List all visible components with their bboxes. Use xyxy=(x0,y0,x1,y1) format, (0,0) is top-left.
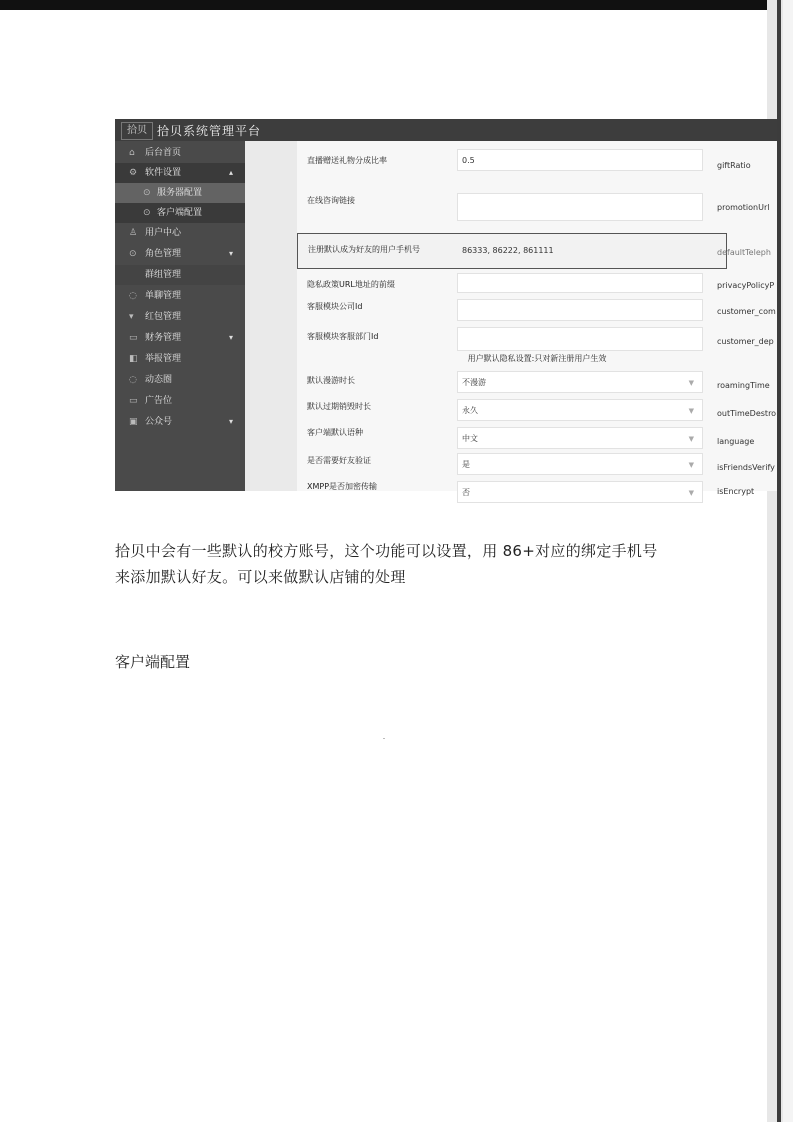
sidebar-item-label: 红包管理 xyxy=(145,312,182,322)
client-icon: ⊙ xyxy=(143,208,151,218)
setting-label: 默认漫游时长 xyxy=(307,376,355,385)
sidebar-item-label: 服务器配置 xyxy=(157,188,203,198)
promotion-url-input[interactable] xyxy=(457,193,703,221)
official-account-icon: ▣ xyxy=(129,417,138,427)
setting-key: isFriendsVerify xyxy=(717,463,775,472)
chevron-down-icon: ▼ xyxy=(688,407,694,415)
moments-icon: ◌ xyxy=(129,375,137,385)
sidebar-item-red-packets[interactable] xyxy=(115,307,245,327)
setting-label: 注册默认成为好友的用户手机号 xyxy=(308,245,420,254)
setting-row-out-time-destroy xyxy=(297,397,777,423)
setting-key: roamingTime xyxy=(717,381,770,390)
sidebar-item-groups[interactable] xyxy=(115,265,245,285)
setting-row-promotion-url xyxy=(297,189,777,229)
setting-key: language xyxy=(717,437,755,446)
setting-label: 是否需要好友验证 xyxy=(307,456,371,465)
setting-label: XMPP是否加密传输 xyxy=(307,482,378,491)
privacy-policy-input[interactable] xyxy=(457,273,703,293)
setting-row-customer-company xyxy=(297,297,777,325)
select-value: 永久 xyxy=(462,406,478,415)
sidebar-item-label: 公众号 xyxy=(145,417,173,427)
sidebar-item-label: 客户端配置 xyxy=(157,208,203,218)
sidebar-item-label: 后台首页 xyxy=(145,148,182,158)
content-gutter xyxy=(245,141,297,491)
setting-key: defaultTeleph xyxy=(717,248,771,257)
customer-department-input[interactable] xyxy=(457,327,703,351)
sidebar-item-ads[interactable] xyxy=(115,391,245,411)
chevron-down-icon: ▾ xyxy=(229,249,234,258)
sidebar-item-label: 财务管理 xyxy=(145,333,182,343)
select-value: 不漫游 xyxy=(462,378,486,387)
chevron-down-icon: ▾ xyxy=(229,333,234,342)
sidebar-item-software-settings[interactable] xyxy=(115,163,245,183)
ad-icon: ▭ xyxy=(129,396,138,406)
setting-key: customer_com xyxy=(717,307,776,316)
setting-label: 隐私政策URL地址的前缀 xyxy=(307,280,395,289)
setting-key: customer_dep xyxy=(717,337,774,346)
sidebar xyxy=(115,141,245,491)
setting-label: 默认过期销毁时长 xyxy=(307,402,371,411)
setting-key: giftRatio xyxy=(717,161,751,170)
setting-row-customer-department xyxy=(297,325,777,355)
sidebar-item-label: 用户中心 xyxy=(145,228,182,238)
scan-edge-top xyxy=(0,0,793,10)
sidebar-item-label: 广告位 xyxy=(145,396,173,406)
sidebar-item-moments[interactable] xyxy=(115,370,245,390)
setting-key: isEncrypt xyxy=(717,487,755,496)
setting-key: outTimeDestro xyxy=(717,409,777,418)
setting-key: promotionUrl xyxy=(717,203,770,212)
sidebar-item-server-config[interactable] xyxy=(115,183,245,203)
setting-row-gift-ratio xyxy=(297,147,777,173)
setting-row-friends-verify xyxy=(297,451,777,477)
out-time-destroy-select[interactable] xyxy=(457,399,703,421)
sidebar-item-dashboard[interactable] xyxy=(115,143,245,163)
chevron-down-icon: ▼ xyxy=(688,461,694,469)
sidebar-item-reports[interactable] xyxy=(115,349,245,369)
setting-label: 直播赠送礼物分成比率 xyxy=(307,156,387,165)
setting-label: 客服模块客服部门Id xyxy=(307,332,379,341)
app-title: 拾贝系统管理平台 xyxy=(157,124,262,138)
section-note: 用户默认隐私设置:只对新注册用户生效 xyxy=(467,354,607,363)
sidebar-item-label: 角色管理 xyxy=(145,249,182,259)
chevron-down-icon: ▼ xyxy=(688,435,694,443)
finance-icon: ▭ xyxy=(129,333,138,343)
sidebar-item-label: 群组管理 xyxy=(145,270,182,280)
settings-form xyxy=(297,141,777,497)
gift-ratio-input[interactable]: 0.5 xyxy=(457,149,703,171)
sidebar-item-client-config[interactable] xyxy=(115,203,245,223)
report-icon: ◧ xyxy=(129,354,138,364)
default-telephone-input[interactable]: 86333, 86222, 861111 xyxy=(462,246,554,255)
chat-icon: ◌ xyxy=(129,291,137,301)
scan-edge-line xyxy=(777,0,781,1122)
chevron-down-icon: ▼ xyxy=(688,489,694,497)
setting-label: 客服模块公司Id xyxy=(307,302,363,311)
setting-row-roaming-time xyxy=(297,369,777,395)
role-icon: ⊙ xyxy=(129,249,137,259)
chevron-down-icon: ▾ xyxy=(229,417,234,426)
gear-icon: ⚙ xyxy=(129,168,138,178)
setting-key: privacyPolicyP xyxy=(717,281,775,290)
chevron-down-icon: ▼ xyxy=(688,379,694,387)
sidebar-item-official-accounts[interactable] xyxy=(115,412,245,432)
customer-company-input[interactable] xyxy=(457,299,703,321)
sidebar-item-label: 动态圈 xyxy=(145,375,173,385)
setting-label: 客户端默认语种 xyxy=(307,428,363,437)
select-value: 中文 xyxy=(462,434,478,443)
sidebar-item-label: 举报管理 xyxy=(145,354,182,364)
language-select[interactable] xyxy=(457,427,703,449)
sidebar-item-label: 软件设置 xyxy=(145,168,182,178)
select-value: 否 xyxy=(462,488,470,497)
setting-row-language xyxy=(297,425,777,451)
server-icon: ⊙ xyxy=(143,188,151,198)
sidebar-item-user-center[interactable] xyxy=(115,223,245,243)
user-icon: ♙ xyxy=(129,228,138,238)
sidebar-item-roles[interactable] xyxy=(115,244,245,264)
admin-screenshot xyxy=(115,119,777,497)
scan-edge-margin xyxy=(783,0,793,1122)
setting-row-default-telephone-key xyxy=(297,233,777,269)
select-value: 是 xyxy=(462,460,470,469)
body-paragraph-line-1: 拾贝中会有一些默认的校方账号，这个功能可以设置，用 86+对应的绑定手机号 xyxy=(115,542,658,560)
redpacket-icon: ▾ xyxy=(129,312,134,322)
brand-logo: 拾贝 xyxy=(121,122,153,140)
section-heading: 客户端配置 xyxy=(115,653,191,671)
setting-row-encrypt xyxy=(297,477,777,499)
home-icon: ⌂ xyxy=(129,148,135,158)
setting-label: 在线咨询链接 xyxy=(307,196,355,205)
chevron-up-icon: ▴ xyxy=(229,168,234,177)
sidebar-item-single-chat[interactable] xyxy=(115,286,245,306)
sidebar-item-label: 单聊管理 xyxy=(145,291,182,301)
roaming-time-select[interactable] xyxy=(457,371,703,393)
encrypt-select[interactable] xyxy=(457,481,703,503)
sidebar-item-finance[interactable] xyxy=(115,328,245,348)
setting-row-privacy-policy xyxy=(297,273,777,297)
friends-verify-select[interactable] xyxy=(457,453,703,475)
body-paragraph-line-2: 来添加默认好友。可以来做默认店铺的处理 xyxy=(115,568,406,586)
scan-speck xyxy=(383,738,385,739)
app-header xyxy=(115,119,777,141)
